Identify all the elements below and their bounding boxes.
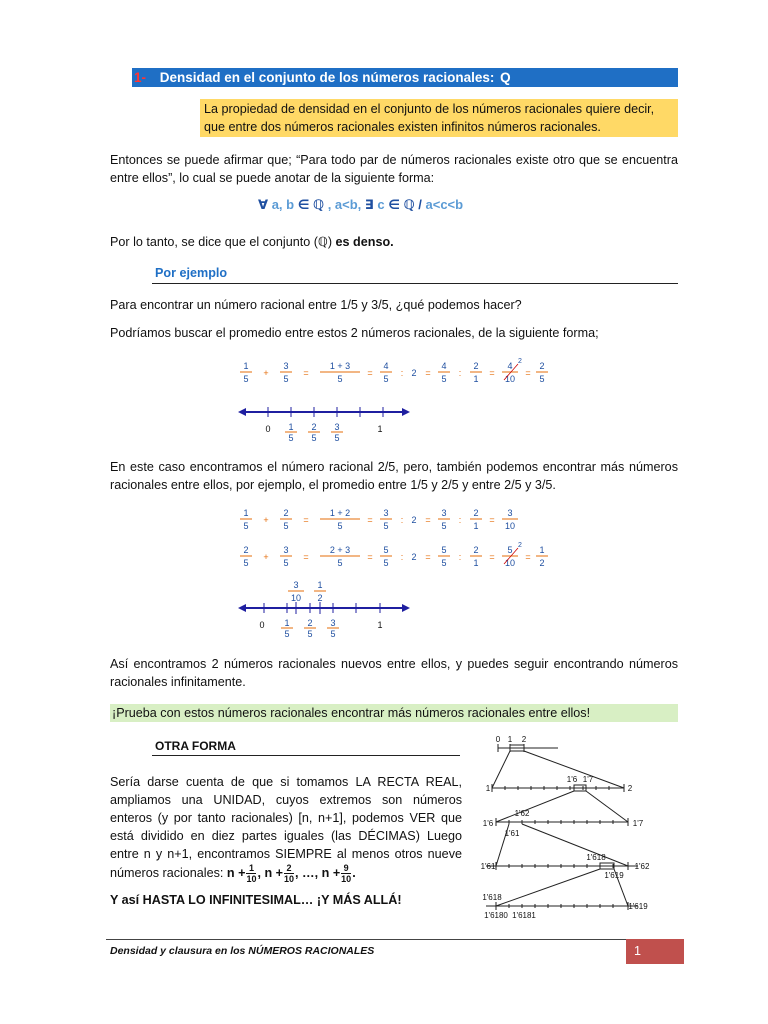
- such-that-slash: /: [418, 197, 422, 212]
- zoom-l0-1: 1: [507, 735, 513, 744]
- eq3-f1-d: 5: [243, 558, 249, 568]
- eq2-f6-d: 1: [473, 521, 479, 531]
- section-title: Densidad en el conjunto de los números racionales:: [159, 70, 495, 85]
- eq3-f5-d: 5: [441, 558, 447, 568]
- zoom-l2-1: 1'62: [514, 809, 530, 818]
- otra-forma-heading: OTRA FORMA: [155, 739, 236, 753]
- zoom-l4-2: 1'6181: [512, 911, 536, 920]
- eq2-op: +: [263, 515, 269, 525]
- eq3-f1-n: 2: [243, 545, 249, 555]
- zoom-diagram: [478, 734, 658, 920]
- line1-f3-n: 3: [334, 422, 340, 432]
- line2-zero: 0: [259, 620, 265, 630]
- green-note: ¡Prueba con estos números racionales encontrar más números racionales entre ellos!: [110, 704, 678, 722]
- eq1-f2-n: 3: [283, 361, 289, 371]
- eq3-simp: 2: [518, 542, 522, 549]
- eq3-div: :: [400, 552, 404, 562]
- eq2-f7-n: 3: [507, 508, 513, 518]
- zoom-l0-0: 0: [495, 735, 501, 744]
- eq1-div: :: [400, 368, 404, 378]
- eq3-eq5: =: [525, 552, 531, 562]
- eq1-two: 2: [411, 368, 417, 378]
- eq3-op: +: [263, 552, 269, 562]
- eq3-two: 2: [411, 552, 417, 562]
- zoom-l4-1: 1'6180: [484, 911, 508, 920]
- number-line-1: [238, 400, 413, 444]
- formula-frac-2: [284, 863, 294, 884]
- paragraph-more: En este caso encontramos el número racional 2/5, pero, también podemos encontrar más números racionales entre ellos, por ejemplo, el promedio entre 1/5 y 2/5 y entre 2/5 y 3/5.: [110, 460, 678, 492]
- eq2-div2: :: [458, 515, 462, 525]
- density-formula: [258, 197, 463, 213]
- eq3-f3-d: 5: [337, 558, 343, 568]
- eq1-simp: 2: [518, 358, 522, 365]
- eq2-div: :: [400, 515, 404, 525]
- eq1-f2-d: 5: [283, 374, 289, 384]
- eq2-f3-d: 5: [337, 521, 343, 531]
- eq2-f2-n: 2: [283, 508, 289, 518]
- element-of-symbol: ∈: [297, 197, 310, 212]
- eq2-eq2: =: [367, 515, 373, 525]
- frac-3-num: 9: [341, 863, 351, 874]
- eq3-f8-d: 2: [539, 558, 545, 568]
- otra-forma-formula: [226, 863, 356, 884]
- eq1-f5-n: 4: [441, 361, 447, 371]
- section-number: 1-: [134, 70, 147, 85]
- zoom-l3-1: 1'618: [586, 853, 606, 862]
- example-heading: Por ejemplo: [155, 266, 228, 280]
- frac-2-den: 10: [284, 874, 295, 884]
- eq1-f7-d: 10: [504, 374, 516, 384]
- paragraph-average: Podríamos buscar el promedio entre estos 2 números racionales, de la siguiente forma;: [110, 326, 599, 340]
- zoom-l0-2: 2: [521, 735, 527, 744]
- eq1-op: +: [263, 368, 269, 378]
- eq2-f4-n: 3: [383, 508, 389, 518]
- formula-frac-1: [246, 863, 256, 884]
- infinitesimal-statement: Y así HASTA LO INFINITESIMAL… ¡Y MÁS ALLÁ!: [110, 893, 402, 907]
- number-line-2: [230, 578, 412, 640]
- frac-2-num: 2: [284, 863, 294, 874]
- paragraph-infinite: Así encontramos 2 números racionales nuevos entre ellos, y puedes seguir encontrando números racionales infinitamente.: [110, 657, 678, 689]
- eq3-eq3: =: [425, 552, 431, 562]
- footer-title: Densidad y clausura en los NÚMEROS RACIONALES: [110, 945, 375, 957]
- otra-forma-text: [110, 773, 462, 884]
- eq1-f6-d: 1: [473, 374, 479, 384]
- line2-above2-n: 1: [317, 580, 323, 590]
- line2-f1-n: 1: [284, 618, 290, 628]
- zoom-l3-0: 1'61: [480, 862, 496, 871]
- paragraph-dense: [110, 233, 678, 251]
- eq2-f2-d: 5: [283, 521, 289, 531]
- eq1-f6-n: 2: [473, 361, 479, 371]
- line1-zero: 0: [265, 424, 271, 434]
- formula-part-1: a, b: [271, 197, 295, 212]
- line2-f1-d: 5: [284, 629, 290, 639]
- exists-symbol: ∃: [364, 197, 374, 212]
- eq3-f2-d: 5: [283, 558, 289, 568]
- eq3-f4-d: 5: [383, 558, 389, 568]
- element-of-symbol-2: ∈: [388, 197, 400, 212]
- eq3-eq4: =: [489, 552, 495, 562]
- eq1-div2: :: [458, 368, 462, 378]
- eq2-eq3: =: [425, 515, 431, 525]
- eq3-f4-n: 5: [383, 545, 389, 555]
- eq1-eq: =: [303, 368, 309, 378]
- zoom-l1-1: 1'6: [566, 775, 578, 784]
- eq1-f7-n: 4: [507, 361, 513, 371]
- section-title-bar: [132, 68, 678, 87]
- eq2-eq: =: [303, 515, 309, 525]
- eq1-f8-n: 2: [539, 361, 545, 371]
- formula-part-2: , a<b,: [327, 197, 365, 212]
- zoom-l1-3: 2: [627, 784, 633, 793]
- paragraph-intro: Entonces se puede afirmar que; “Para todo par de números racionales existe otro que se encuentra entre ellos”, lo cual se puede anotar de la siguiente forma:: [110, 153, 678, 185]
- formula-n-3: n +: [321, 865, 341, 880]
- eq1-eq5: =: [525, 368, 531, 378]
- line2-above1-n: 3: [293, 580, 299, 590]
- zoom-l4-3: 1'619: [628, 902, 648, 911]
- eq1-eq4: =: [489, 368, 495, 378]
- formula-part-4: a<c<b: [425, 197, 464, 212]
- rationals-symbol-1: ℚ: [313, 197, 325, 212]
- line2-above1-d: 10: [290, 593, 302, 603]
- zoom-l2-0: 1'6: [482, 819, 494, 828]
- eq2-f3-n: 1 + 2: [329, 508, 351, 518]
- footer-rule: [106, 939, 626, 940]
- eq1-f3-n: 1 + 3: [329, 361, 351, 371]
- zoom-l3-2: 1'619: [604, 871, 624, 880]
- eq3-f6-d: 1: [473, 558, 479, 568]
- equation-2: [230, 505, 560, 535]
- eq2-f1-d: 5: [243, 521, 249, 531]
- dense-bold: es denso.: [335, 235, 394, 249]
- forall-symbol: ∀: [258, 197, 269, 212]
- formula-n-1: n +: [226, 865, 246, 880]
- paragraph-question: Para encontrar un número racional entre 1/5 y 3/5, ¿qué podemos hacer?: [110, 298, 522, 312]
- eq3-div2: :: [458, 552, 462, 562]
- line2-f3-n: 3: [330, 618, 336, 628]
- eq1-f5-d: 5: [441, 374, 447, 384]
- eq3-f7-d: 10: [504, 558, 516, 568]
- zoom-l2-2: 1'61: [504, 829, 520, 838]
- line1-one: 1: [377, 424, 383, 434]
- dense-symbol: (ℚ): [313, 235, 333, 249]
- formula-dots: , …,: [295, 865, 319, 880]
- formula-n-2: n +: [264, 865, 284, 880]
- dense-text: Por lo tanto, se dice que el conjunto: [110, 235, 311, 249]
- eq3-f6-n: 2: [473, 545, 479, 555]
- line2-f2-d: 5: [307, 629, 313, 639]
- eq3-f3-n: 2 + 3: [329, 545, 351, 555]
- rationals-symbol: Q: [500, 70, 511, 85]
- eq3-f5-n: 5: [441, 545, 447, 555]
- equation-3: [230, 542, 560, 572]
- line2-f3-d: 5: [330, 629, 336, 639]
- eq3-f2-n: 3: [283, 545, 289, 555]
- formula-sep: ,: [257, 865, 261, 880]
- line1-f2-n: 2: [311, 422, 317, 432]
- eq1-f4-n: 4: [383, 361, 389, 371]
- eq1-f1-n: 1: [243, 361, 249, 371]
- eq3-eq2: =: [367, 552, 373, 562]
- eq2-f6-n: 2: [473, 508, 479, 518]
- zoom-l2-3: 1'7: [632, 819, 644, 828]
- line2-one: 1: [377, 620, 383, 630]
- line1-f3-d: 5: [334, 433, 340, 443]
- otra-forma-body: Sería darse cuenta de que si tomamos LA RECTA REAL, ampliamos una UNIDAD, cuyos extremos son números enteros (y por tanto racionales) [n, n+1], podemos VER que está dividido en diez partes iguales (las DÉCIMAS) Luego entre n y n+1, encontramos SIEMPRE al menos otros nueve números racionales:: [110, 775, 462, 880]
- eq2-f5-d: 5: [441, 521, 447, 531]
- definition-highlight: La propiedad de densidad en el conjunto de los números racionales quiere decir, que entre dos números racionales existen infinitos números racionales.: [200, 99, 678, 137]
- line1-f1-d: 5: [288, 433, 294, 443]
- eq3-eq: =: [303, 552, 309, 562]
- eq1-f1-d: 5: [243, 374, 249, 384]
- example-rule: [152, 283, 678, 284]
- eq2-eq4: =: [489, 515, 495, 525]
- line1-f1-n: 1: [288, 422, 294, 432]
- rationals-symbol-2: ℚ: [403, 197, 415, 212]
- zoom-l1-0: 1: [485, 784, 491, 793]
- zoom-l3-3: 1'62: [634, 862, 650, 871]
- eq1-f4-d: 5: [383, 374, 389, 384]
- eq1-f8-d: 5: [539, 374, 545, 384]
- zoom-l4-0: 1'618: [482, 893, 502, 902]
- eq2-f5-n: 3: [441, 508, 447, 518]
- frac-1-num: 1: [246, 863, 256, 874]
- eq3-f8-n: 1: [539, 545, 545, 555]
- eq2-two: 2: [411, 515, 417, 525]
- eq1-eq3: =: [425, 368, 431, 378]
- eq2-f4-d: 5: [383, 521, 389, 531]
- formula-part-3: c: [377, 197, 385, 212]
- line1-f2-d: 5: [311, 433, 317, 443]
- eq2-f7-d: 10: [504, 521, 516, 531]
- line2-f2-n: 2: [307, 618, 313, 628]
- eq2-f1-n: 1: [243, 508, 249, 518]
- frac-3-den: 10: [341, 874, 352, 884]
- otra-forma-rule: [152, 755, 460, 756]
- zoom-l1-2: 1'7: [582, 775, 594, 784]
- eq3-f7-n: 5: [507, 545, 513, 555]
- page-number: 1: [626, 939, 684, 964]
- frac-1-den: 10: [246, 874, 257, 884]
- formula-frac-3: [341, 863, 351, 884]
- eq1-f3-d: 5: [337, 374, 343, 384]
- formula-end: .: [352, 865, 356, 880]
- eq1-eq2: =: [367, 368, 373, 378]
- line2-above2-d: 2: [317, 593, 323, 603]
- equation-1: [230, 358, 560, 388]
